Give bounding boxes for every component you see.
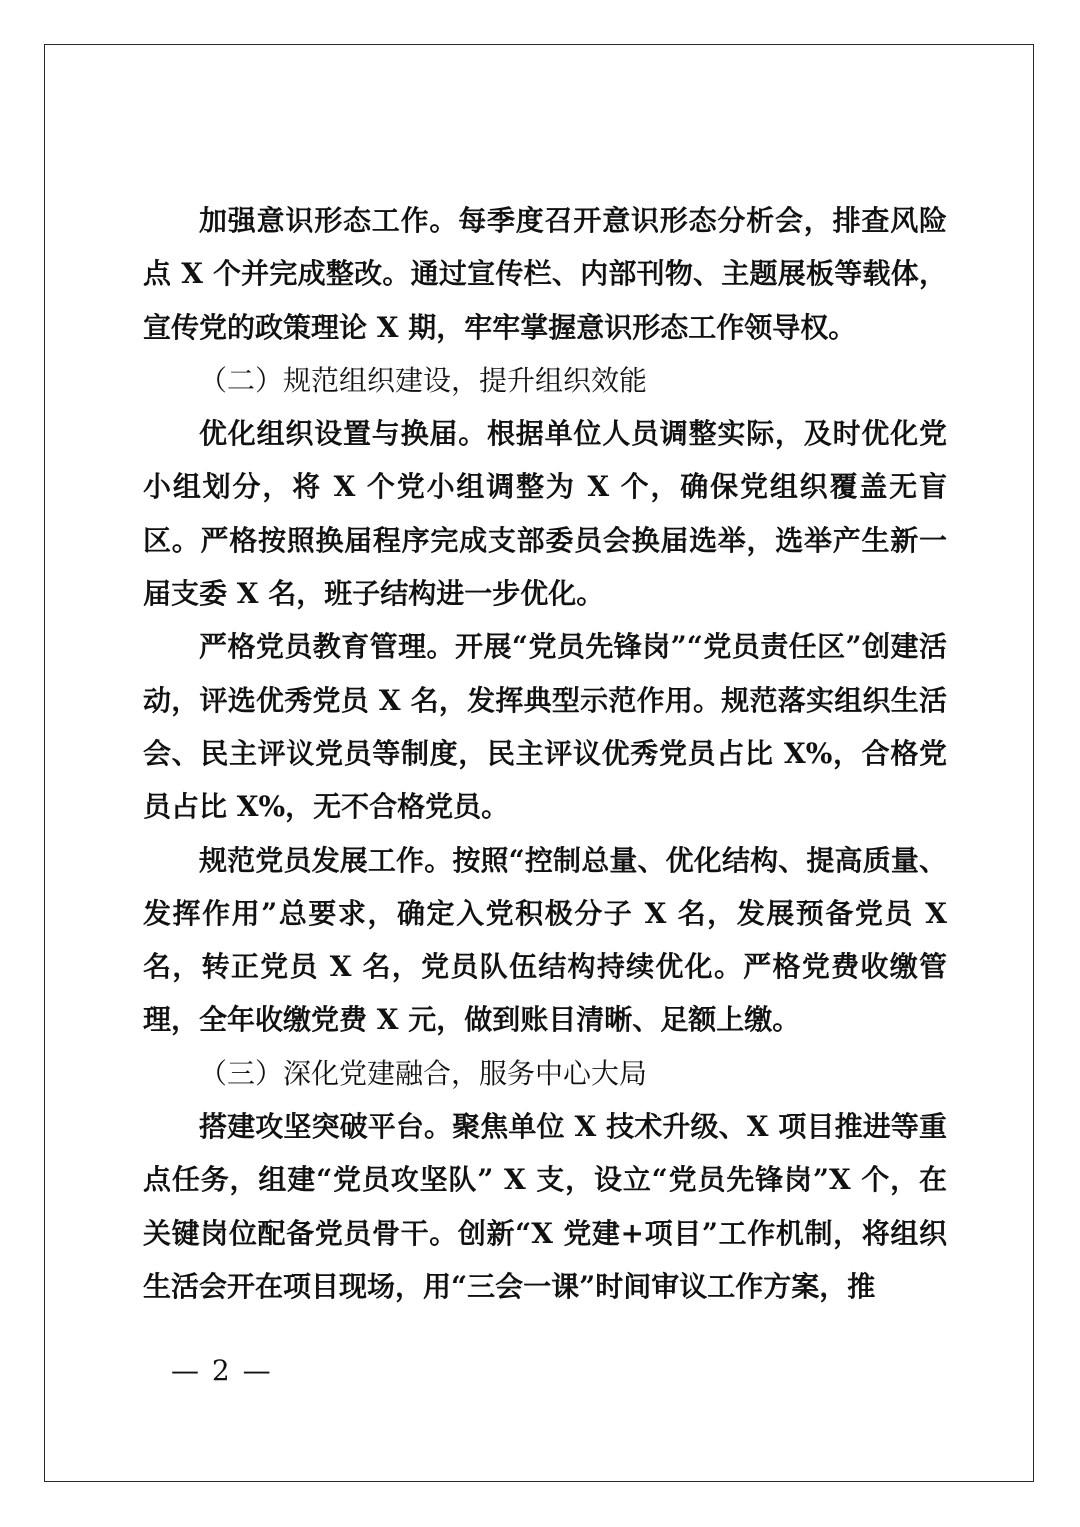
page-number: — 2 — bbox=[171, 1354, 273, 1387]
paragraph-member-education: 严格党员教育管理。开展“党员先锋岗”“党员责任区”创建活动，评选优秀党员 X 名，发挥典型示范作用。规范落实组织生活会、民主评议党员等制度，民主评议优秀党员占比 X%，合格党员占比 X%，无不合格党员。 bbox=[143, 630, 947, 824]
paragraph-platform: 搭建攻坚突破平台。聚焦单位 X 技术升级、X 项目推进等重点任务，组建“党员攻坚队” X 支，设立“党员先锋岗”X 个，在关键岗位配备党员骨干。创新“X 党建+项目”工作机制，将组织生活会开在项目现场，用“三会一课”时间审议工作方案，推 bbox=[143, 1110, 947, 1303]
section-heading-3: （三）深化党建融合，服务中心大局 bbox=[199, 1056, 648, 1090]
paragraph-member-development: 规范党员发展工作。按照“控制总量、优化结构、提高质量、发挥作用”总要求，确定入党积极分子 X 名，发展预备党员 X 名，转正党员 X 名，党员队伍结构持续优化。严格党费收缴管理，全年收缴党费 X 元，做到账目清晰、足额上缴。 bbox=[143, 843, 947, 1037]
document-body bbox=[143, 194, 947, 1313]
paragraph-org-setup: 优化组织设置与换届。根据单位人员调整实际，及时优化党小组划分，将 X 个党小组调整为 X 个，确保党组织覆盖无盲区。严格按照换届程序完成支部委员会换届选举，选举产生新一届支委 X 名，班子结构进一步优化。 bbox=[143, 417, 947, 611]
paragraph-ideology-work: 加强意识形态工作。每季度召开意识形态分析会，排查风险点 X 个并完成整改。通过宣传栏、内部刊物、主题展板等载体，宣传党的政策理论 X 期，牢牢掌握意识形态工作领导权。 bbox=[143, 204, 947, 344]
section-heading-2: （二）规范组织建设，提升组织效能 bbox=[199, 363, 648, 397]
